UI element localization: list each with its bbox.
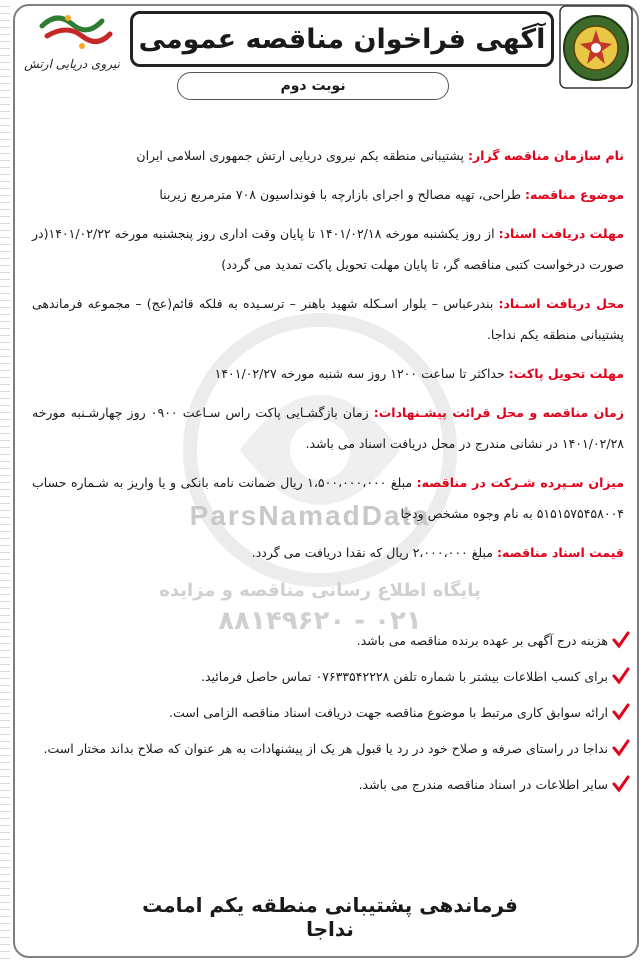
item-text: بندرعباس – بلوار اسـکله شهید باهنر – ترسـیده به فلکه قائم(عج) – مجموعه فرماندهی پشتیبانی منطقه یکم نداجا. (32, 296, 624, 342)
note-text: ارائه سوابق کاری مرتبط با موضوع مناقصه جهت دریافت اسناد مناقصه الزامی است. (169, 704, 608, 720)
navy-logo-icon (22, 6, 122, 76)
item-text: مبلغ ۲،۰۰۰،۰۰۰ ریال که نقدا دریافت می گردد. (251, 545, 497, 560)
page-title-text: آگهی فراخوان مناقصه عمومی (138, 23, 546, 55)
round-text: نوبت دوم (280, 78, 346, 94)
round-badge (177, 72, 449, 100)
item-label: مهلت تحویل پاکت: (508, 366, 624, 381)
checkmark-icon (612, 667, 630, 685)
note-item (20, 769, 630, 799)
page-title (130, 11, 554, 67)
navy-logo-text: نیروی دریایی ارتش (24, 57, 120, 71)
item-text: از روز یکشنبه مورخه ۱۴۰۱/۰۲/۱۸ تا پایان وقت اداری روز پنجشنبه مورخه ۱۴۰۱/۰۲/۲۲(در صورت درخواست کتبی مناقصه گر، تا پایان مهلت تحویل پاکت تمدید می گردد) (32, 226, 624, 272)
watermark-subtitle-text: پایگاه اطلاع رسانی مناقصه و مزایده (159, 580, 481, 601)
watermark-brand: ParsNamadData (189, 500, 431, 531)
note-item (20, 625, 630, 655)
note-text: هزینه درج آگهی بر عهده برنده مناقصه می باشد. (356, 632, 608, 648)
item-text: پشتیبانی منطقه یکم نیروی دریایی ارتش جمهوری اسلامی ایران (136, 148, 468, 163)
item-doc-price (32, 537, 624, 568)
item-label: زمان مناقصه و محل قرائت پیشـنهادات: (373, 405, 624, 420)
item-text: طراحی، تهیه مصالح و اجرای بازارچه با فونداسیون ۷۰۸ مترمربع زیربنا (159, 187, 525, 202)
item-subject (32, 179, 624, 210)
item-opening-time (32, 397, 624, 459)
note-item (20, 733, 630, 763)
item-label: موضوع مناقصه: (525, 187, 624, 202)
item-deposit (32, 467, 624, 529)
checkmark-icon (612, 631, 630, 649)
item-label: مهلت دریافت اسناد: (498, 226, 625, 241)
army-emblem-icon (558, 4, 634, 90)
note-text: سایر اطلاعات در اسناد مناقصه مندرج می باشد. (358, 776, 608, 792)
item-text: مبلغ ۱،۵۰۰،۰۰۰،۰۰۰ ریال ضمانت نامه بانکی و یا واریز به شـماره حساب ۵۱۵۱۵۷۵۴۵۸۰۰۴ به نام وجوه مشخص ودجا (32, 475, 624, 521)
note-text: برای کسب اطلاعات بیشتر با شماره تلفن ۰۷۶۳۳۵۴۲۲۲۸ تماس حاصل فرمائید. (201, 668, 608, 684)
item-doc-location (32, 288, 624, 350)
watermark-phone: ۰۲۱ - ۸۸۱۴۹۶۲۰ (218, 606, 422, 636)
item-label: نام سازمان مناقصه گزار: (467, 148, 624, 163)
notes-list (20, 625, 630, 805)
item-doc-deadline (32, 218, 624, 280)
item-envelope-deadline (32, 358, 624, 389)
item-text: حداکثر تا ساعت ۱۲۰۰ روز سه شنبه مورخه ۱۴۰۱/۰۲/۲۷ (214, 366, 509, 381)
item-text: زمان بازگشـایی پاکت راس سـاعت ۰۹۰۰ روز چهارشـنبه مورخه ۱۴۰۱/۰۲/۲۸ در نشانی مندرج در محل دریافت اسناد می باشد. (32, 405, 624, 451)
note-item (20, 697, 630, 727)
item-organizer (32, 140, 624, 171)
ad-body (32, 140, 624, 576)
item-label: میزان سـپرده شـرکت در مناقصه: (416, 475, 624, 490)
left-edge-strip (0, 0, 10, 963)
footer-signature: فرماندهی پشتیبانی منطقه یکم امامت نداجا (142, 893, 518, 941)
checkmark-icon (612, 739, 630, 757)
note-item (20, 661, 630, 691)
item-label: قیمت اسناد مناقصه: (496, 545, 624, 560)
checkmark-icon (612, 775, 630, 793)
note-text: نداجا در راستای صرفه و صلاح خود در رد یا قبول هر یک از پیشنهادات به هر عنوان که صلاح بداند مختار است. (43, 740, 608, 756)
item-label: محل دریافت اسـناد: (498, 296, 624, 311)
checkmark-icon (612, 703, 630, 721)
